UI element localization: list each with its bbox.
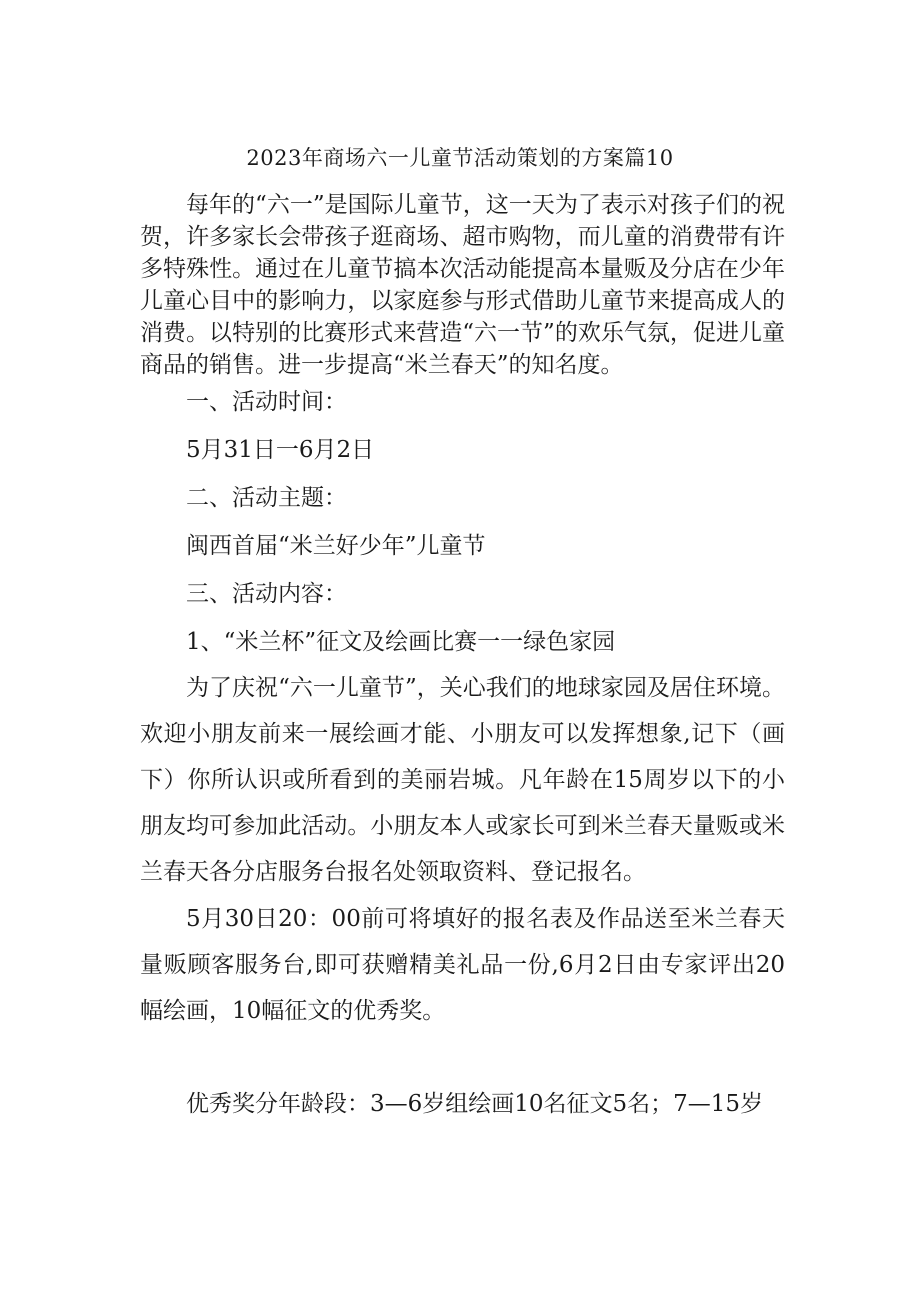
intro-paragraph: 每年的“六一”是国际儿童节，这一天为了表示对孩子们的祝贺，许多家长会带孩子逛商场、超市购物，而儿童的消费带有许多特殊性。通过在儿童节搞本次活动能提高本量贩及分店在少年儿童心目中的影响力，以家庭参与形式借助儿童节来提高成人的消费。以特别的比赛形式来营造“六一节”的欢乐气氛，促进儿童商品的销售。进一步提高“米兰春天”的知名度。 — [140, 192, 785, 378]
contest-description-paragraph: 为了庆祝“六一儿童节”，关心我们的地球家园及居住环境。欢迎小朋友前来一展绘画才能、小朋友可以发挥想象,记下（画下）你所认识或所看到的美丽岩城。凡年龄在15周岁以下的小朋友均可参加此活动。小朋友本人或家长可到米兰春天量贩或米兰春天各分店服务台报名处领取资料、登记报名。 — [140, 675, 785, 885]
section-heading-time: 一、活动时间： — [186, 389, 347, 415]
award-groups-paragraph: 优秀奖分年龄段：3—6岁组绘画10名征文5名；7—15岁 — [186, 1091, 764, 1117]
activity-time-value: 5月31日一6月2日 — [186, 437, 375, 463]
activity-theme-value: 闽西首届“米兰好少年”儿童节 — [186, 533, 486, 559]
submission-deadline-paragraph: 5月30日20：00前可将填好的报名表及作品送至米兰春天量贩顾客服务台,即可获赠精美礼品一份,6月2日由专家评出20幅绘画，10幅征文的优秀奖。 — [140, 906, 785, 1024]
section-heading-theme: 二、活动主题： — [186, 485, 347, 511]
document-title: 2023年商场六一儿童节活动策划的方案篇10 — [246, 146, 674, 170]
item-heading-contest: 1、“米兰杯”征文及绘画比赛一一绿色家园 — [186, 629, 616, 655]
section-heading-content: 三、活动内容： — [186, 581, 347, 607]
